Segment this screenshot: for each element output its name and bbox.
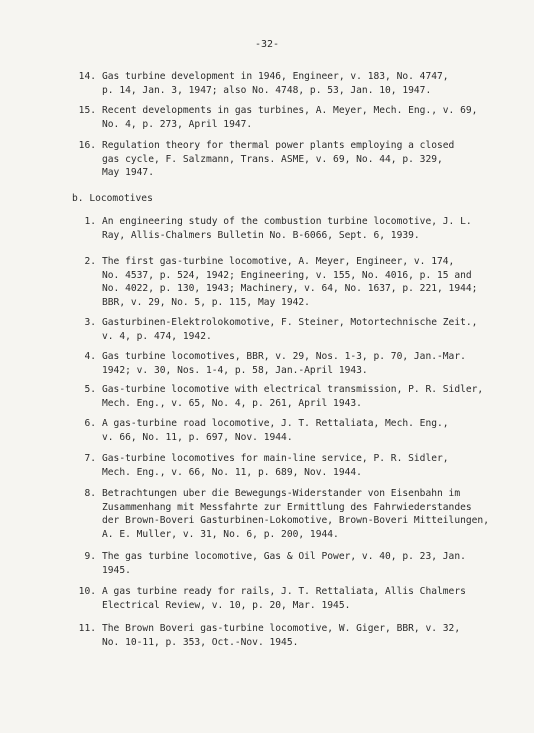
reference-entry xyxy=(76,350,526,377)
entry-text: Regulation theory for thermal power plants employing a closed gas cycle, F. Salzmann, Trans. ASME, v. 69, No. 44, p. 329, May 1947. xyxy=(102,140,455,178)
entry-number: 14. xyxy=(78,71,96,82)
entry-number: 3. xyxy=(84,317,96,328)
reference-entry xyxy=(76,622,526,649)
reference-entry xyxy=(76,585,526,612)
reference-entry xyxy=(76,417,526,444)
reference-entry xyxy=(76,104,526,131)
entry-text: Gasturbinen-Elektrolokomotive, F. Steiner, Motortechnische Zeit., v. 4, p. 474, 1942. xyxy=(102,317,478,342)
entry-number: 9. xyxy=(84,551,96,562)
entry-number: 8. xyxy=(84,488,96,499)
entry-text: The Brown Boveri gas-turbine locomotive, W. Giger, BBR, v. 32, No. 10-11, p. 353, Oct.-Nov. 1945. xyxy=(102,623,461,648)
entry-text: Gas turbine locomotives, BBR, v. 29, Nos. 1-3, p. 70, Jan.-Mar. 1942; v. 30, Nos. 1-4, p. 58, Jan.-April 1943. xyxy=(102,351,466,376)
reference-entry xyxy=(76,139,526,180)
entry-number: 5. xyxy=(84,384,96,395)
entry-text: The gas turbine locomotive, Gas & Oil Power, v. 40, p. 23, Jan. 1945. xyxy=(102,551,466,576)
reference-entry xyxy=(76,383,526,410)
reference-entry xyxy=(76,255,526,309)
entry-number: 15. xyxy=(78,105,96,116)
entry-number: 2. xyxy=(84,256,96,267)
entry-text: The first gas-turbine locomotive, A. Meyer, Engineer, v. 174, No. 4537, p. 524, 1942; Engineering, v. 155, No. 4016, p. 15 and No. 4022, p. 130, 1943; Machinery, v. 64, No. 1637, p. 221, 1944; BBR, v. 29, No. 5, p. 115, May 1942. xyxy=(102,256,478,308)
reference-entry xyxy=(76,452,526,479)
entry-number: 1. xyxy=(84,216,96,227)
entry-text: Gas-turbine locomotive with electrical transmission, P. R. Sidler, Mech. Eng., v. 65, No. 4, p. 261, April 1943. xyxy=(102,384,484,409)
reference-entry xyxy=(76,487,526,541)
entry-number: 16. xyxy=(78,140,96,151)
reference-entry xyxy=(76,215,526,242)
entry-number: 7. xyxy=(84,453,96,464)
entry-number: 11. xyxy=(78,623,96,634)
reference-entry xyxy=(76,70,526,97)
entry-number: 6. xyxy=(84,418,96,429)
reference-entry xyxy=(76,550,526,577)
entry-text: Betrachtungen uber die Bewegungs-Widerstander von Eisenbahn im Zusammenhang mit Messfahrte zur Ermittlung des Fahrwiederstandes der Brown-Boveri Gasturbinen-Lokomotive, Brown-Boveri Mitteilungen, A. E. Muller, v. 31, No. 6, p. 200, 1944. xyxy=(102,488,489,540)
entry-number: 4. xyxy=(84,351,96,362)
reference-entry xyxy=(76,316,526,343)
entry-text: Gas-turbine locomotives for main-line service, P. R. Sidler, Mech. Eng., v. 66, No. 11, p. 689, Nov. 1944. xyxy=(102,453,449,478)
entry-text: An engineering study of the combustion turbine locomotive, J. L. Ray, Allis-Chalmers Bulletin No. B-6066, Sept. 6, 1939. xyxy=(102,216,472,241)
entry-text: A gas turbine ready for rails, J. T. Rettaliata, Allis Chalmers Electrical Review, v. 10, p. 20, Mar. 1945. xyxy=(102,586,466,611)
page-number: -32- xyxy=(254,39,280,50)
entry-number: 10. xyxy=(78,586,96,597)
entry-text: A gas-turbine road locomotive, J. T. Rettaliata, Mech. Eng., v. 66, No. 11, p. 697, Nov. 1944. xyxy=(102,418,449,443)
entry-text: Gas turbine development in 1946, Engineer, v. 183, No. 4747, p. 14, Jan. 3, 1947; also No. 4748, p. 53, Jan. 10, 1947. xyxy=(102,71,449,96)
section-heading-locomotives: b. Locomotives xyxy=(72,193,153,204)
entry-text: Recent developments in gas turbines, A. Meyer, Mech. Eng., v. 69, No. 4, p. 273, April 1947. xyxy=(102,105,478,130)
